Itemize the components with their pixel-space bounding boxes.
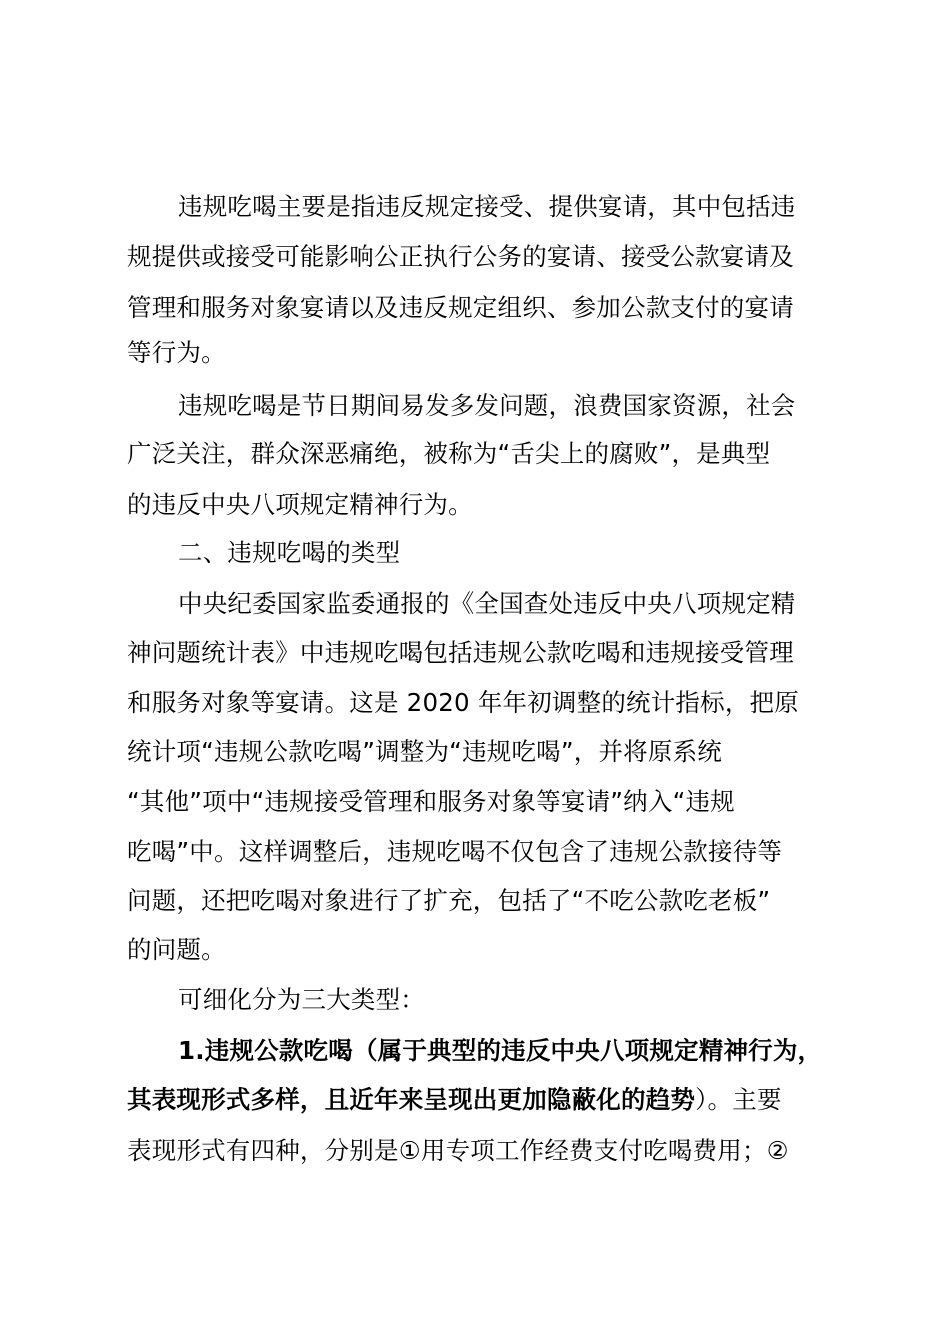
paragraph-5-line-2	[127, 1080, 782, 1120]
paragraph-3-line-5: “其他”项中“违规接受管理和服务对象等宴请”纳入“违规	[127, 787, 735, 816]
paragraph-5-line-1: 1.违规公款吃喝（属于典型的违反中央八项规定精神行为，	[178, 1036, 823, 1065]
section-heading: 二、违规吃喝的类型	[178, 538, 401, 567]
paragraph-5-line-2-bold: 其表现形式多样，且近年来呈现出更加隐蔽化的趋势	[127, 1085, 696, 1114]
paragraph-3-line-4: 统计项“违规公款吃喝”调整为“违规吃喝”，并将原系统	[127, 737, 722, 766]
paragraph-1-line-2: 规提供或接受可能影响公正执行公务的宴请、接受公款宴请及	[127, 242, 794, 271]
paragraph-2-line-2: 广泛关注，群众深恶痛绝，被称为“舌尖上的腐败”，是典型	[127, 439, 771, 468]
paragraph-3-line-7: 问题，还把吃喝对象进行了扩充，包括了“不吃公款吃老板”	[127, 886, 771, 915]
paragraph-5-line-3: 表现形式有四种，分别是①用专项工作经费支付吃喝费用；②	[127, 1136, 789, 1165]
paragraph-3-line-6: 吃喝”中。这样调整后，违规吃喝不仅包含了违规公款接待等	[127, 837, 783, 866]
paragraph-2-line-1: 违规吃喝是节日期间易发多发问题，浪费国家资源，社会	[178, 391, 796, 420]
paragraph-1-line-1: 违规吃喝主要是指违反规定接受、提供宴请，其中包括违	[178, 192, 796, 221]
paragraph-4: 可细化分为三大类型：	[178, 985, 425, 1014]
paragraph-2-line-3: 的违反中央八项规定精神行为。	[127, 490, 473, 519]
paragraph-3-line-8: 的问题。	[127, 935, 226, 964]
paragraph-3-line-2: 神问题统计表》中违规吃喝包括违规公款吃喝和违规接受管理	[127, 638, 794, 667]
paragraph-3-line-1: 中央纪委国家监委通报的《全国查处违反中央八项规定精	[178, 589, 796, 618]
paragraph-1-line-3: 管理和服务对象宴请以及违反规定组织、参加公款支付的宴请	[127, 293, 794, 322]
paragraph-3-line-3: 和服务对象等宴请。这是 2020 年年初调整的统计指标，把原	[127, 688, 799, 717]
paragraph-5-line-2-normal: ）。主要	[695, 1085, 782, 1114]
paragraph-1-line-4: 等行为。	[127, 338, 226, 367]
